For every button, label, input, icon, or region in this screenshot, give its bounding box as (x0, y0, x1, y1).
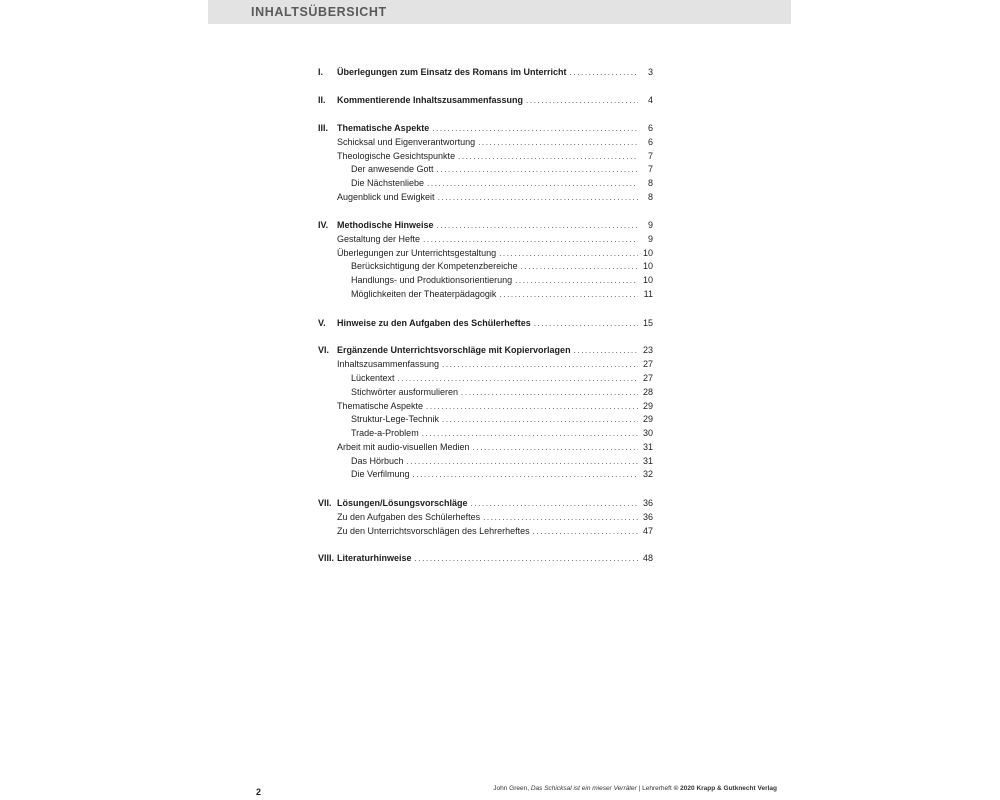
toc-entry-title: Zu den Aufgaben des Schülerheftes (337, 512, 481, 522)
toc-entry (318, 441, 653, 453)
toc-entry-title: Möglichkeiten der Theaterpädagogik (351, 289, 497, 299)
toc-entry (318, 525, 653, 537)
toc-entry-title: Augenblick und Ewigkeit (337, 192, 435, 202)
toc-entry-title: Berücksichtigung der Kompetenzbereiche (351, 261, 518, 271)
toc-entry-title: Ergänzende Unterrichtsvorschläge mit Kopiervorlagen (337, 345, 571, 355)
toc-dot-leader (413, 471, 638, 480)
footer-publisher: © 2020 Krapp & Gutknecht Verlag (673, 785, 777, 792)
toc-entry-title: Lückentext (351, 373, 395, 383)
toc-entry (318, 386, 653, 398)
toc-entry-title: Gestaltung der Hefte (337, 234, 421, 244)
toc-entry-title: Thematische Aspekte (337, 123, 430, 133)
toc-entry-title: Methodische Hinweise (337, 220, 434, 230)
toc-entry (318, 455, 653, 467)
toc-entry (318, 66, 653, 78)
toc-entry-page: 8 (647, 192, 653, 202)
toc-entry-title: Zu den Unterrichtsvorschlägen des Lehrerheftes (337, 526, 530, 536)
toc-entry-title: Theologische Gesichtspunkte (337, 151, 456, 161)
page-number: 2 (256, 787, 262, 797)
toc-entry-page: 10 (642, 248, 653, 258)
toc-entry-page: 48 (642, 553, 653, 563)
toc-dot-leader (471, 500, 638, 509)
toc-entry-page: 6 (647, 137, 653, 147)
toc-entry-page: 47 (642, 526, 653, 536)
toc-dot-leader (515, 277, 638, 286)
toc-entry (318, 260, 653, 272)
toc-entry (318, 94, 653, 106)
toc-entry-number: II. (318, 95, 326, 105)
toc-entry-page: 8 (647, 178, 653, 188)
toc-entry-number: V. (318, 318, 326, 328)
toc-entry-title: Stichwörter ausformulieren (351, 387, 459, 397)
toc-entry-page: 9 (647, 234, 653, 244)
toc-entry-page: 29 (642, 414, 653, 424)
toc-entry (318, 233, 653, 245)
toc-entry-page: 3 (647, 67, 653, 77)
toc-entry (318, 344, 653, 356)
toc-dot-leader (458, 153, 638, 162)
toc-entry-page: 29 (642, 401, 653, 411)
toc-entry (318, 136, 653, 148)
toc-entry (318, 150, 653, 162)
toc-dot-leader (427, 180, 638, 189)
toc-entry (318, 400, 653, 412)
toc-entry-title: Schicksal und Eigenverantwortung (337, 137, 476, 147)
toc-entry-title: Inhaltszusammenfassung (337, 359, 440, 369)
toc-entry-title: Hinweise zu den Aufgaben des Schülerheftes (337, 318, 531, 328)
toc-entry-title: Arbeit mit audio-visuellen Medien (337, 442, 470, 452)
toc-entry-page: 10 (642, 261, 653, 271)
toc-entry-page: 32 (642, 469, 653, 479)
toc-entry-page: 31 (642, 456, 653, 466)
toc-entry-page: 7 (647, 151, 653, 161)
footer-credit (493, 785, 777, 792)
toc-entry-title: Lösungen/Lösungsvorschläge (337, 498, 468, 508)
toc-entry-number: VI. (318, 345, 330, 355)
toc-dot-leader (526, 97, 638, 106)
toc-entry (318, 468, 653, 480)
toc-entry (318, 122, 653, 134)
toc-entry-number: I. (318, 67, 324, 77)
footer-suffix: | Lehrerheft (636, 785, 674, 792)
toc-dot-leader (533, 528, 638, 537)
toc-entry-title: Überlegungen zur Unterrichtsgestaltung (337, 248, 497, 258)
toc-dot-leader (432, 125, 638, 134)
toc-dot-leader (574, 347, 638, 356)
toc-dot-leader (422, 430, 638, 439)
toc-entry (318, 288, 653, 300)
toc-entry-page: 28 (642, 387, 653, 397)
toc-dot-leader (398, 375, 638, 384)
toc-entry-title: Trade-a-Problem (351, 428, 419, 438)
toc-entry-number: VII. (318, 498, 332, 508)
header-bar (208, 0, 791, 24)
toc-entry (318, 497, 653, 509)
toc-dot-leader (438, 194, 638, 203)
toc-entry (318, 511, 653, 523)
toc-entry-page: 4 (647, 95, 653, 105)
toc-dot-leader (437, 166, 638, 175)
toc-entry-page: 36 (642, 498, 653, 508)
toc-entry-number: VIII. (318, 553, 335, 563)
toc-entry-page: 15 (642, 318, 653, 328)
toc-entry (318, 177, 653, 189)
footer-book-title: Das Schicksal ist ein mieser Verräter (530, 785, 637, 792)
toc-entry-page: 31 (642, 442, 653, 452)
toc-entry (318, 274, 653, 286)
toc-entry-page: 11 (643, 289, 653, 299)
toc-entry-title: Handlungs- und Produktionsorientierung (351, 275, 513, 285)
toc-entry (318, 372, 653, 384)
toc-entry-title: Die Nächstenliebe (351, 178, 425, 188)
toc-dot-leader (478, 139, 638, 148)
toc-entry-title: Überlegungen zum Einsatz des Romans im Unterricht (337, 67, 567, 77)
toc-dot-leader (407, 458, 638, 467)
toc-entry-title: Die Verfilmung (351, 469, 410, 479)
toc-entry-title: Kommentierende Inhaltszusammenfassung (337, 95, 524, 105)
toc-dot-leader (483, 514, 638, 523)
toc-entry (318, 552, 653, 564)
toc-entry-page: 27 (642, 373, 653, 383)
toc-entry-title: Thematische Aspekte (337, 401, 424, 411)
toc-entry-page: 27 (642, 359, 653, 369)
toc-dot-leader (570, 69, 638, 78)
toc-entry (318, 191, 653, 203)
toc-entry-page: 9 (647, 220, 653, 230)
toc-entry (318, 358, 653, 370)
toc-entry-page: 6 (647, 123, 653, 133)
toc-dot-leader (461, 389, 638, 398)
toc-entry-title: Der anwesende Gott (351, 164, 434, 174)
footer-author: John Green, (493, 785, 531, 792)
toc-dot-leader (415, 555, 638, 564)
toc-entry (318, 163, 653, 175)
page-title: INHALTSÜBERSICHT (251, 5, 387, 19)
toc-entry (318, 413, 653, 425)
toc-entry-number: IV. (318, 220, 329, 230)
toc-dot-leader (426, 403, 638, 412)
toc-dot-leader (442, 361, 638, 370)
toc-entry-page: 10 (642, 275, 653, 285)
toc-dot-leader (499, 291, 638, 300)
toc-dot-leader (499, 250, 638, 259)
toc-entry-title: Literaturhinweise (337, 553, 412, 563)
toc-entry-page: 30 (642, 428, 653, 438)
toc-dot-leader (437, 222, 638, 231)
toc-dot-leader (473, 444, 638, 453)
toc-entry-title: Struktur-Lege-Technik (351, 414, 440, 424)
toc-entry (318, 317, 653, 329)
toc-entry-page: 7 (647, 164, 653, 174)
toc-entry-title: Das Hörbuch (351, 456, 404, 466)
toc-entry (318, 219, 653, 231)
toc-dot-leader (423, 236, 638, 245)
toc-entry (318, 427, 653, 439)
toc-entry-page: 23 (642, 345, 653, 355)
toc-entry (318, 247, 653, 259)
toc-dot-leader (521, 263, 638, 272)
toc-dot-leader (534, 320, 638, 329)
toc-entry-number: III. (318, 123, 329, 133)
toc-dot-leader (442, 416, 638, 425)
toc-entry-page: 36 (642, 512, 653, 522)
